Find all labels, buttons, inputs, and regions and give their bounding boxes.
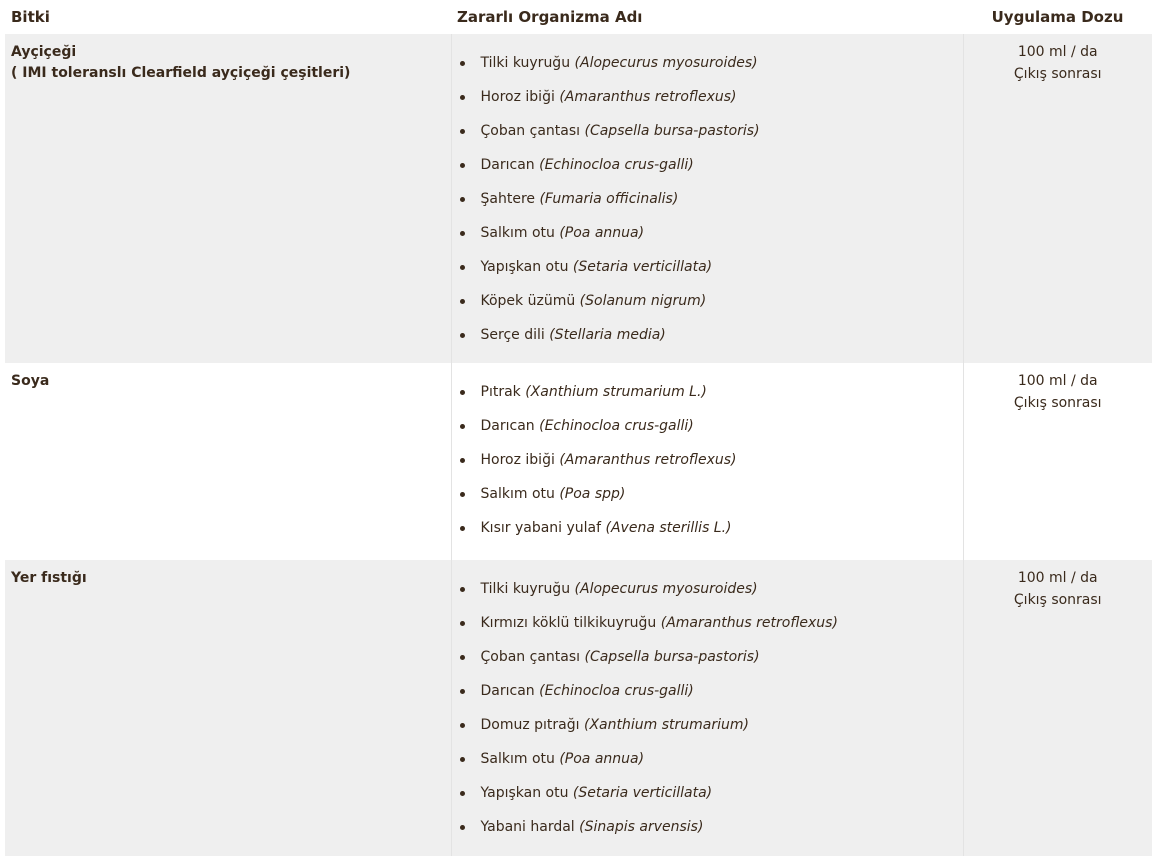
pest-common-name: Köpek üzümü	[480, 293, 576, 309]
pest-common-name: Pıtrak	[480, 384, 521, 400]
pest-scientific-name: (Echinocloa crus-galli)	[539, 418, 694, 434]
pest-common-name: Çoban çantası	[480, 123, 581, 139]
header-crop: Bitki	[5, 0, 451, 34]
pest-scientific-name: (Alopecurus myosuroides)	[574, 55, 758, 71]
list-item	[452, 516, 963, 550]
pest-common-name: Domuz pıtrağı	[480, 717, 580, 733]
pest-scientific-name: (Xanthium strumarium)	[584, 717, 749, 733]
table-row	[5, 363, 1152, 560]
pest-common-name: Horoz ibiği	[480, 452, 555, 468]
list-item	[452, 380, 963, 414]
list-item	[452, 119, 963, 153]
pest-scientific-name: (Poa annua)	[559, 225, 645, 241]
list-item	[452, 781, 963, 815]
list-item	[452, 51, 963, 85]
dose-amount: 100 ml / da	[1017, 373, 1098, 389]
dose-timing: Çıkış sonrası	[1013, 66, 1102, 82]
pest-common-name: Darıcan	[480, 418, 535, 434]
bullet-icon	[460, 299, 465, 304]
pest-common-name: Serçe dili	[480, 327, 545, 343]
crop-cell	[5, 34, 451, 363]
pest-common-name: Çoban çantası	[480, 649, 581, 665]
pest-scientific-name: (Amaranthus retroflexus)	[559, 452, 737, 468]
list-item	[452, 323, 963, 357]
pest-cell	[451, 363, 963, 560]
pest-common-name: Tilki kuyruğu	[480, 581, 571, 597]
list-item	[452, 221, 963, 255]
crop-name-block	[5, 363, 451, 392]
pest-common-name: Yabani hardal	[480, 819, 575, 835]
dose-block	[964, 560, 1152, 611]
list-item	[452, 713, 963, 747]
dose-cell	[963, 363, 1152, 560]
list-item	[452, 611, 963, 645]
pest-common-name: Horoz ibiği	[480, 89, 555, 105]
list-item	[452, 85, 963, 119]
pest-common-name: Darıcan	[480, 157, 535, 173]
pest-common-name: Şahtere	[480, 191, 536, 207]
pest-list	[452, 34, 963, 357]
list-item	[452, 187, 963, 221]
dose-cell	[963, 560, 1152, 856]
pest-common-name: Kırmızı köklü tilkikuyruğu	[480, 615, 657, 631]
crop-name-block	[5, 560, 451, 589]
list-item	[452, 289, 963, 323]
pest-common-name: Salkım otu	[480, 486, 555, 502]
pest-scientific-name: (Poa spp)	[559, 486, 626, 502]
pest-scientific-name: (Amaranthus retroflexus)	[660, 615, 838, 631]
pest-scientific-name: (Echinocloa crus-galli)	[539, 157, 694, 173]
pest-scientific-name: (Amaranthus retroflexus)	[559, 89, 737, 105]
bullet-icon	[460, 424, 465, 429]
pest-scientific-name: (Capsella bursa-pastoris)	[584, 649, 760, 665]
pest-scientific-name: (Fumaria officinalis)	[539, 191, 679, 207]
bullet-icon	[460, 458, 465, 463]
dosage-table	[5, 0, 1152, 856]
header-pest: Zararlı Organizma Adı	[451, 0, 963, 34]
header-dose: Uygulama Dozu	[963, 0, 1152, 34]
crop-name: Ayçiçeği	[11, 44, 77, 60]
list-item	[452, 645, 963, 679]
crop-name: Yer fıstığı	[11, 570, 87, 586]
list-item	[452, 255, 963, 289]
pest-scientific-name: (Sinapis arvensis)	[579, 819, 704, 835]
list-item	[452, 153, 963, 187]
list-item	[452, 679, 963, 713]
list-item	[452, 448, 963, 482]
list-item	[452, 577, 963, 611]
crop-cell	[5, 560, 451, 856]
pest-scientific-name: (Capsella bursa-pastoris)	[584, 123, 760, 139]
dose-amount: 100 ml / da	[1017, 44, 1098, 60]
pest-common-name: Kısır yabani yulaf	[480, 520, 602, 536]
bullet-icon	[460, 129, 465, 134]
header-row	[5, 0, 1152, 34]
pest-common-name: Salkım otu	[480, 751, 555, 767]
dose-block	[964, 34, 1152, 85]
bullet-icon	[460, 689, 465, 694]
pest-scientific-name: (Xanthium strumarium L.)	[525, 384, 707, 400]
dose-timing: Çıkış sonrası	[1013, 395, 1102, 411]
bullet-icon	[460, 621, 465, 626]
crop-name: Soya	[11, 373, 50, 389]
pest-common-name: Tilki kuyruğu	[480, 55, 571, 71]
bullet-icon	[460, 723, 465, 728]
bullet-icon	[460, 197, 465, 202]
pest-scientific-name: (Alopecurus myosuroides)	[574, 581, 758, 597]
bullet-icon	[460, 492, 465, 497]
pest-scientific-name: (Solanum nigrum)	[579, 293, 707, 309]
bullet-icon	[460, 231, 465, 236]
pest-common-name: Salkım otu	[480, 225, 555, 241]
pest-scientific-name: (Setaria verticillata)	[572, 785, 713, 801]
bullet-icon	[460, 265, 465, 270]
bullet-icon	[460, 163, 465, 168]
list-item	[452, 482, 963, 516]
list-item	[452, 747, 963, 781]
bullet-icon	[460, 95, 465, 100]
dose-amount: 100 ml / da	[1017, 570, 1098, 586]
bullet-icon	[460, 61, 465, 66]
crop-cell	[5, 363, 451, 560]
pest-list	[452, 363, 963, 550]
pest-common-name: Yapışkan otu	[480, 785, 569, 801]
bullet-icon	[460, 757, 465, 762]
pest-common-name: Darıcan	[480, 683, 535, 699]
bullet-icon	[460, 587, 465, 592]
bullet-icon	[460, 825, 465, 830]
pest-scientific-name: (Echinocloa crus-galli)	[539, 683, 694, 699]
pest-cell	[451, 560, 963, 856]
bullet-icon	[460, 655, 465, 660]
pest-scientific-name: (Setaria verticillata)	[572, 259, 713, 275]
pest-list	[452, 560, 963, 849]
crop-note: ( IMI toleranslı Clearfield ayçiçeği çeşitleri)	[11, 65, 351, 81]
list-item	[452, 414, 963, 448]
crop-name-block	[5, 34, 451, 84]
table-row	[5, 560, 1152, 856]
dose-timing: Çıkış sonrası	[1013, 592, 1102, 608]
bullet-icon	[460, 526, 465, 531]
bullet-icon	[460, 333, 465, 338]
pest-cell	[451, 34, 963, 363]
pest-scientific-name: (Stellaria media)	[549, 327, 666, 343]
pest-scientific-name: (Avena sterillis L.)	[605, 520, 732, 536]
bullet-icon	[460, 390, 465, 395]
pest-common-name: Yapışkan otu	[480, 259, 569, 275]
dose-cell	[963, 34, 1152, 363]
pest-scientific-name: (Poa annua)	[559, 751, 645, 767]
dose-block	[964, 363, 1152, 414]
bullet-icon	[460, 791, 465, 796]
table-row	[5, 34, 1152, 363]
list-item	[452, 815, 963, 849]
